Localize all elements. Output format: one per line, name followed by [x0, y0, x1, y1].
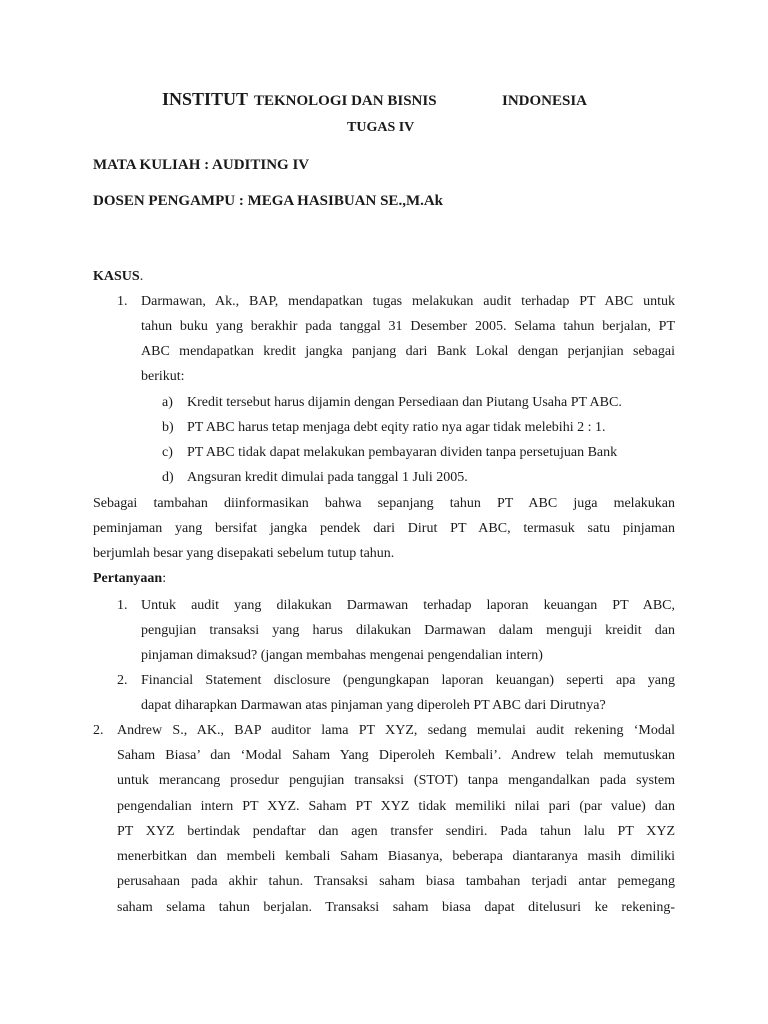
condition-text: PT ABC tidak dapat melakukan pembayaran dividen tanpa persetujuan Bank: [187, 445, 618, 460]
condition-text: PT ABC harus tetap menjaga debt eqity ratio nya agar tidak melebihi 2 : 1.: [187, 420, 606, 435]
condition-text: Angsuran kredit dimulai pada tanggal 1 Juli 2005.: [187, 470, 468, 485]
question-line: Untuk audit yang dilakukan Darmawan terhadap laporan keuangan PT ABC,: [141, 598, 675, 613]
case2-line: Andrew S., AK., BAP auditor lama PT XYZ, sedang memulai audit rekening ‘Modal: [117, 723, 675, 738]
case1-number: 1.: [117, 294, 128, 309]
question-line: pinjaman dimaksud? (jangan membahas mengenai pengendalian intern): [141, 648, 543, 663]
case2-line: saham selama tahun berjalan. Transaksi saham biasa dapat ditelusuri ke rekening-: [117, 900, 675, 915]
question-line: dapat diharapkan Darmawan atas pinjaman yang diperoleh PT ABC dari Dirutnya?: [141, 698, 606, 713]
question-number: 2.: [117, 673, 128, 688]
case2-number: 2.: [93, 723, 104, 738]
questions-colon: :: [162, 571, 167, 586]
questions-heading: [93, 570, 166, 588]
question-number: 1.: [117, 598, 128, 613]
case2-line: perusahaan pada akhir tahun. Transaksi saham biasa tambahan terjadi antar pemegang: [117, 874, 675, 889]
lecturer-name: DOSEN PENGAMPU : MEGA HASIBUAN SE.,M.Ak: [93, 193, 444, 209]
title-teknologi: TEKNOLOGI DAN BISNIS: [254, 93, 437, 109]
condition-text: Kredit tersebut harus dijamin dengan Persediaan dan Piutang Usaha PT ABC.: [187, 395, 622, 410]
kasus-heading: [93, 268, 143, 286]
case2-line: PT XYZ bertindak pendaftar dan agen transfer sendiri. Pada tahun lalu PT XYZ: [117, 824, 675, 839]
course-name: MATA KULIAH : AUDITING IV: [93, 157, 310, 173]
questions-label: Pertanyaan: [93, 571, 163, 586]
kasus-label: KASUS: [93, 269, 140, 284]
case1-line: berikut:: [141, 369, 185, 384]
case2-line: untuk merancang prosedur pengujian transaksi (STOT) tanpa mengandalkan pada system: [117, 773, 675, 788]
title-institut: INSTITUT: [162, 89, 249, 109]
case1-line: Darmawan, Ak., BAP, mendapatkan tugas melakukan audit terhadap PT ABC untuk: [141, 294, 675, 309]
case2-line: Saham Biasa’ dan ‘Modal Saham Yang Diperoleh Kembali’. Andrew telah memutuskan: [117, 748, 675, 763]
condition-letter: a): [162, 395, 173, 410]
paragraph-line: Sebagai tambahan diinformasikan bahwa sepanjang tahun PT ABC juga melakukan: [93, 496, 675, 511]
condition-letter: c): [162, 445, 173, 460]
case2-line: pengendalian intern PT XYZ. Saham PT XYZ tidak memiliki nilai pari (par value) dan: [117, 799, 675, 814]
kasus-dot: .: [139, 269, 144, 284]
paragraph-line: berjumlah besar yang disepakati sebelum tutup tahun.: [93, 546, 395, 561]
case1-line: tahun buku yang berakhir pada tanggal 31 Desember 2005. Selama tahun berjalan, PT: [141, 319, 675, 334]
case1-line: ABC mendapatkan kredit jangka panjang dari Bank Lokal dengan perjanjian sebagai: [141, 344, 675, 359]
title-indonesia: INDONESIA: [502, 93, 588, 109]
question-line: pengujian transaksi yang harus dilakukan Darmawan dalam menguji kreidit dan: [141, 623, 675, 638]
case2-line: menerbitkan dan membeli kembali Saham Biasanya, beberapa diantaranya masih dimiliki: [117, 849, 675, 864]
subtitle-tugas: TUGAS IV: [347, 120, 415, 135]
condition-letter: b): [162, 420, 174, 435]
condition-letter: d): [162, 470, 174, 485]
question-line: Financial Statement disclosure (pengungkapan laporan keuangan) seperti apa yang: [141, 673, 675, 688]
paragraph-line: peminjaman yang bersifat jangka pendek dari Dirut PT ABC, termasuk satu pinjaman: [93, 521, 675, 536]
